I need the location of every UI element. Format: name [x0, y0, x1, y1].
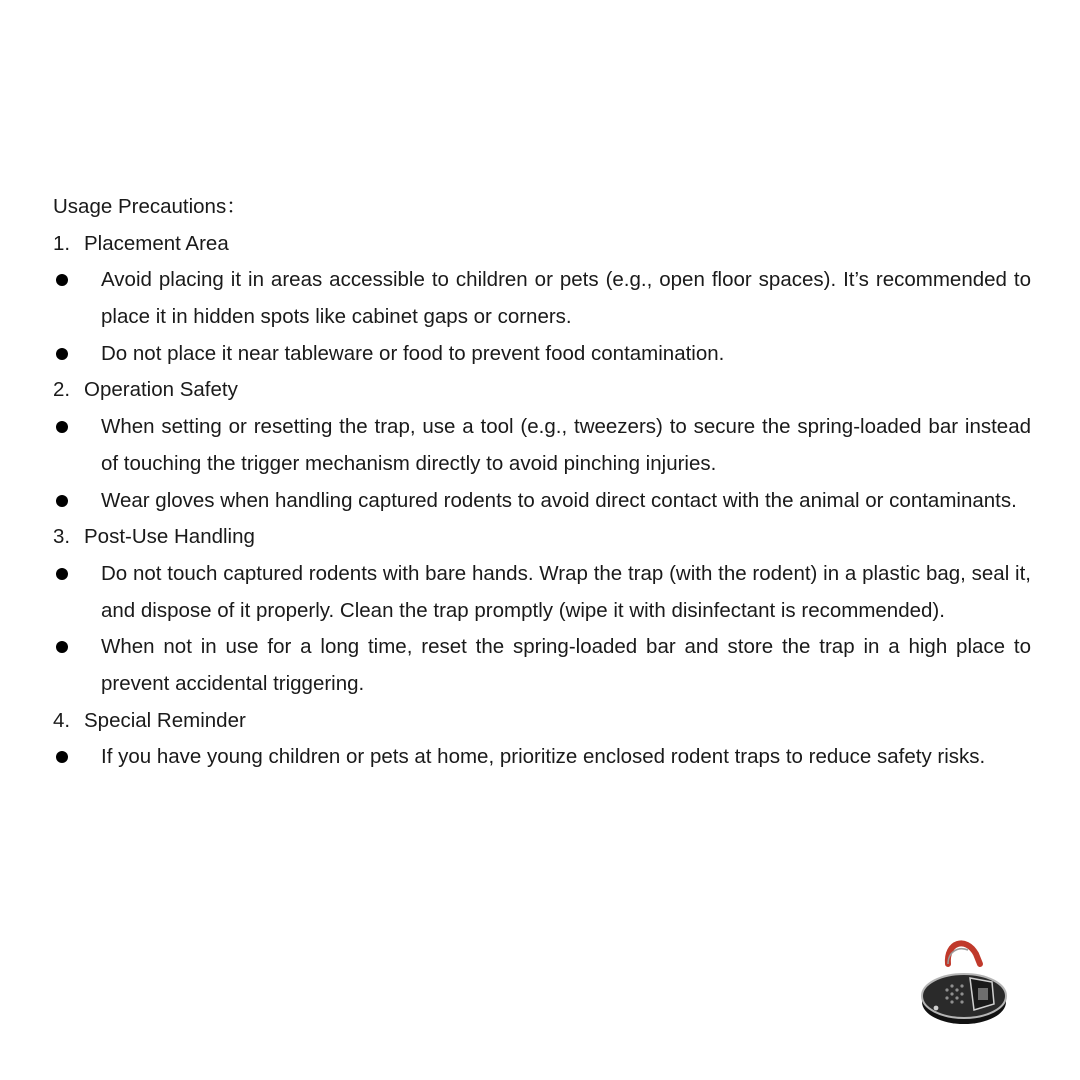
list-item	[53, 556, 1031, 629]
bullet-list	[53, 262, 1031, 372]
bullet-text: When not in use for a long time, reset the spring-loaded bar and store the trap in a high place to prevent accidental triggering.	[101, 635, 1031, 696]
document-title: Usage Precautions：	[53, 195, 247, 218]
bullet-icon	[56, 641, 68, 653]
bullet-text: Do not place it near tableware or food to prevent food contamination.	[101, 341, 725, 365]
bullet-icon	[56, 421, 68, 433]
section-title: Special Reminder	[84, 708, 246, 732]
bullet-text: Avoid placing it in areas accessible to children or pets (e.g., open floor spaces). It’s recommended to place it in hidden spots like cabinet gaps or corners.	[101, 268, 1031, 329]
section-number: 3.	[53, 525, 71, 549]
list-item	[53, 483, 1031, 520]
section-heading	[53, 372, 1031, 409]
bullet-icon	[56, 751, 68, 763]
bullet-list	[53, 739, 1031, 776]
bullet-icon	[56, 568, 68, 580]
bullet-text: Do not touch captured rodents with bare hands. Wrap the trap (with the rodent) in a plastic bag, seal it, and dispose of it properly. Clean the trap promptly (wipe it with disinfectant is recommended).	[101, 561, 1031, 622]
section-heading	[53, 703, 1031, 740]
bullet-list	[53, 556, 1031, 703]
section-number: 2.	[53, 378, 71, 402]
screw	[934, 1006, 939, 1011]
section-number: 1.	[53, 231, 71, 255]
spring-bar	[948, 943, 980, 964]
section-special-reminder	[53, 703, 1031, 776]
mouse-trap-icon	[918, 934, 1014, 1030]
section-post-use-handling	[53, 519, 1031, 703]
section-title: Operation Safety	[84, 378, 238, 402]
list-item	[53, 409, 1031, 482]
product-image	[918, 934, 1014, 1030]
list-item	[53, 336, 1031, 373]
list-item	[53, 262, 1031, 335]
bullet-icon	[56, 348, 68, 360]
section-placement-area	[53, 226, 1031, 373]
bullet-list	[53, 409, 1031, 519]
section-title: Post-Use Handling	[84, 525, 255, 549]
list-item	[53, 629, 1031, 702]
bullet-icon	[56, 274, 68, 286]
section-heading	[53, 226, 1031, 263]
bullet-text: When setting or resetting the trap, use a tool (e.g., tweezers) to secure the spring-loaded bar instead of touching the trigger mechanism directly to avoid pinching injuries.	[101, 415, 1031, 475]
bullet-icon	[56, 495, 68, 507]
trigger-plate	[978, 988, 988, 1000]
bullet-text: If you have young children or pets at home, prioritize enclosed rodent traps to reduce safety risks.	[101, 745, 986, 769]
bullet-text: Wear gloves when handling captured rodents to avoid direct contact with the animal or contaminants.	[101, 488, 1017, 512]
precautions-document	[53, 189, 1031, 776]
section-title: Placement Area	[84, 231, 229, 255]
section-heading	[53, 519, 1031, 556]
list-item	[53, 739, 1031, 776]
section-operation-safety	[53, 372, 1031, 519]
section-number: 4.	[53, 708, 71, 732]
